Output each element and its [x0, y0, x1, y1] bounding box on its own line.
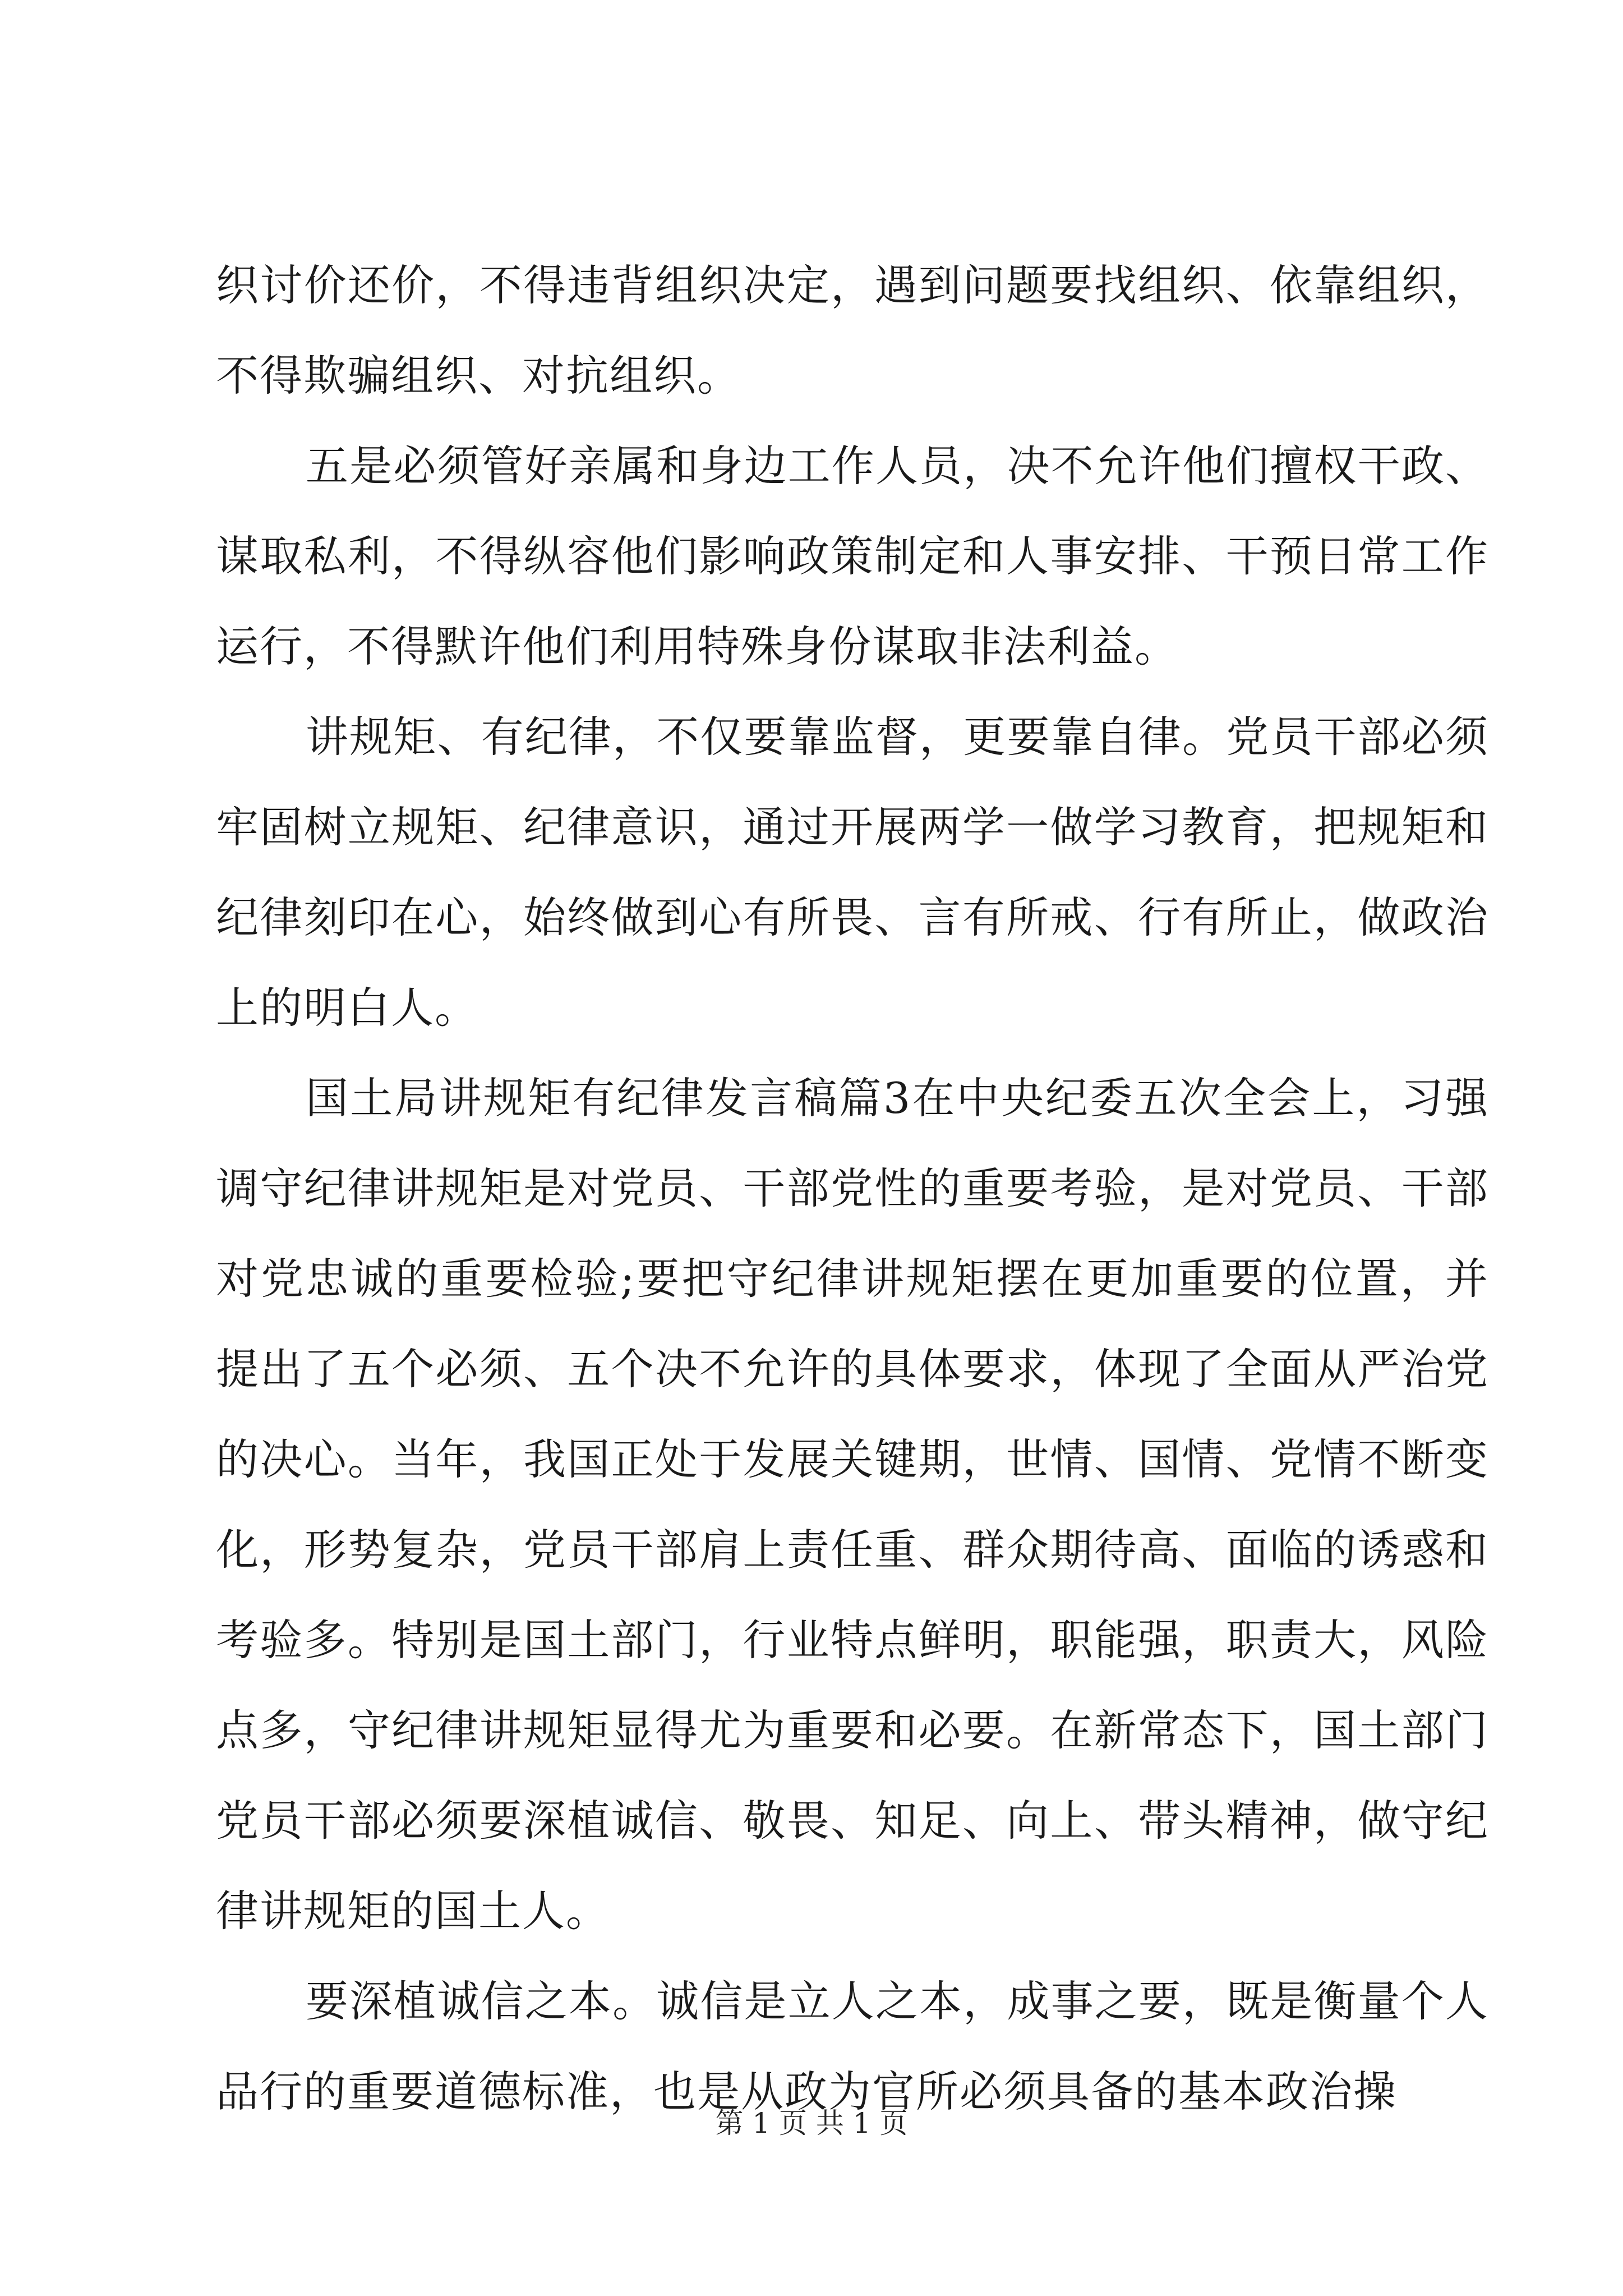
- paragraph-4: 国土局讲规矩有纪律发言稿篇3在中央纪委五次全会上，习强调守纪律讲规矩是对党员、干部党性的重要考验，是对党员、干部对党忠诚的重要检验;要把守纪律讲规矩摆在更加重要的位置，并提出了五个必须、五个决不允许的具体要求，体现了全面从严治党的决心。当年，我国正处于发展关键期，世情、国情、党情不断变化，形势复杂，党员干部肩上责任重、群众期待高、面临的诱惑和考验多。特别是国土部门，行业特点鲜明，职能强，职责大，风险点多，守纪律讲规矩显得尤为重要和必要。在新常态下，国土部门党员干部必须要深植诚信、敬畏、知足、向上、带头精神，做守纪律讲规矩的国土人。: [216, 1073, 1489, 1936]
- paragraph-5: 要深植诚信之本。诚信是立人之本，成事之要，既是衡量个人品行的重要道德标准，也是从政为官所必须具备的基本政治操: [216, 1976, 1489, 2116]
- page-footer: [0, 2106, 1623, 2140]
- document-body: [216, 240, 1489, 2137]
- page-number: 第 1 页 共 1 页: [715, 2107, 908, 2139]
- paragraph-3: 讲规矩、有纪律，不仅要靠监督，更要靠自律。党员干部必须牢固树立规矩、纪律意识，通过开展两学一做学习教育，把规矩和纪律刻印在心，始终做到心有所畏、言有所戒、行有所止，做政治上的明白人。: [216, 712, 1489, 1033]
- paragraph-2: 五是必须管好亲属和身边工作人员，决不允许他们擅权干政、谋取私利，不得纵容他们影响政策制定和人事安排、干预日常工作运行，不得默许他们利用特殊身份谋取非法利益。: [216, 441, 1489, 671]
- paragraph-1: 织讨价还价，不得违背组织决定，遇到问题要找组织、依靠组织，不得欺骗组织、对抗组织。: [216, 260, 1489, 401]
